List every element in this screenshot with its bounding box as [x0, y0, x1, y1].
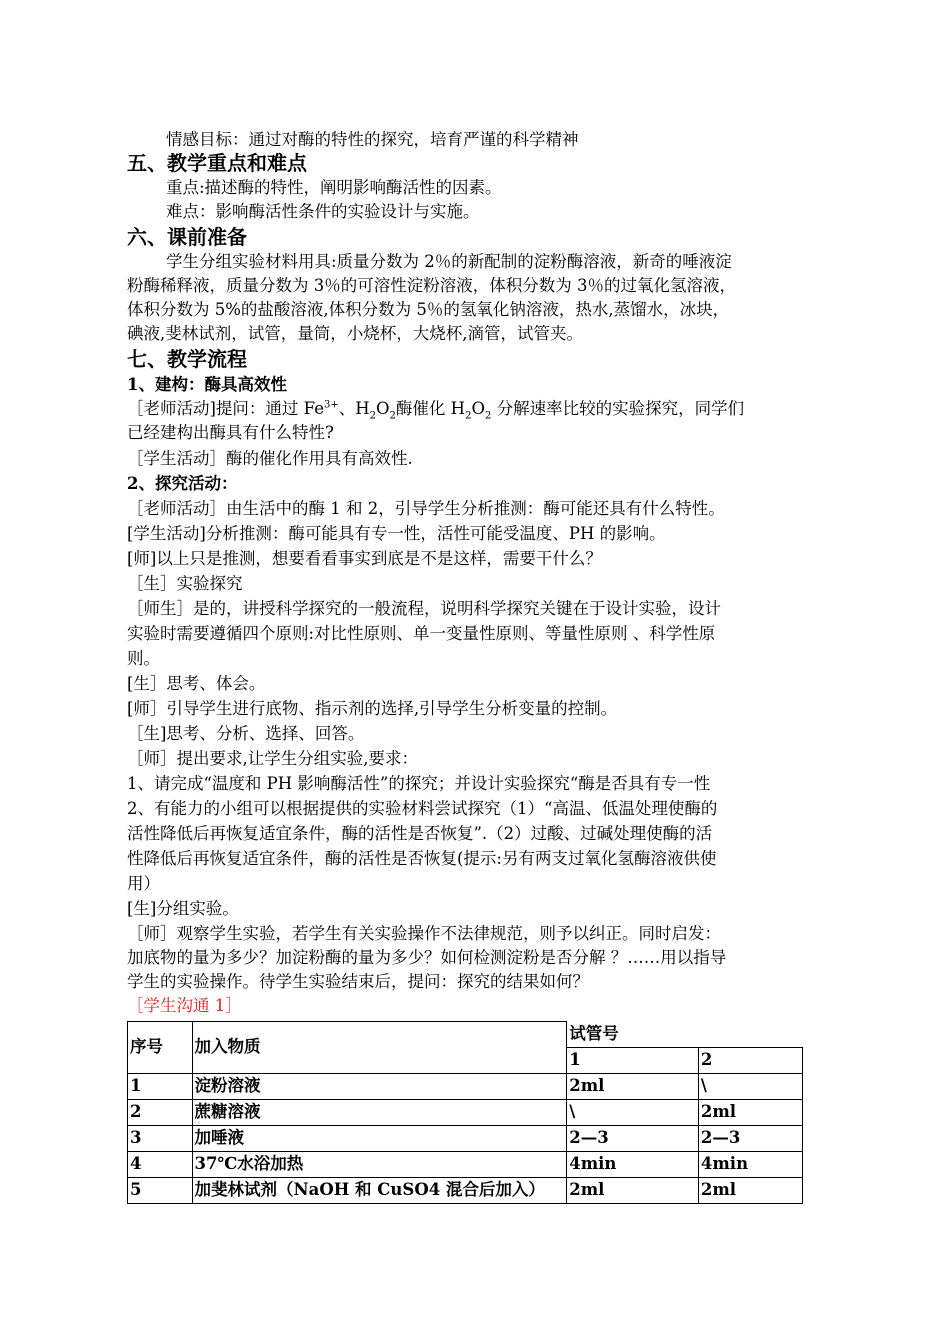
fe-superscript: 3+ — [324, 399, 339, 411]
text-line: [生］思考、体会。 — [127, 674, 266, 693]
formula-part: 酶催化 H — [395, 399, 466, 418]
table-header-row — [128, 1022, 803, 1048]
table-row — [128, 1099, 803, 1125]
subscript: 2 — [369, 410, 377, 422]
header-tube-2: 2 — [698, 1047, 802, 1073]
subscript: 2 — [389, 410, 396, 422]
text-line: [师］引导学生进行底物、指示剂的选择,引导学生分析变量的控制。 — [127, 699, 618, 718]
section-six-heading: 六、课前准备 — [127, 225, 247, 249]
text-line: 1、请完成“温度和 PH 影响酶活性”的探究；并设计实验探究“酶是否具有专一性 — [127, 774, 711, 793]
formula-part: 、H — [338, 399, 370, 418]
formula-part: O — [376, 399, 390, 418]
teacher-prefix: ［老师活动]提问：通过 Fe — [127, 399, 324, 418]
subsection-1-heading: 1、建构：酶具高效性 — [127, 375, 287, 394]
cell-substance: 37℃水浴加热 — [192, 1151, 567, 1177]
text-line: 学生的实验操作。待学生实验结束后，提问：探究的结果如何？ — [127, 972, 589, 991]
table-row — [128, 1073, 803, 1099]
cell-substance: 淀粉溶液 — [192, 1073, 567, 1099]
cell-tube-2: 4min — [698, 1151, 802, 1177]
cell-no: 2 — [128, 1099, 193, 1125]
cell-tube-2: 2—3 — [698, 1125, 802, 1151]
table-row — [128, 1151, 803, 1177]
formula-part: O — [471, 399, 485, 418]
text-line: [生]分组实验。 — [127, 899, 239, 918]
text-line: 用） — [127, 874, 160, 893]
text-line: 2、有能力的小组可以根据提供的实验材料尝试探究（1）“高温、低温处理使酶的 — [127, 799, 718, 818]
header-substance: 加入物质 — [192, 1022, 567, 1074]
cell-tube-2: 2ml — [698, 1099, 802, 1125]
text-line: ［师］提出要求,让学生分组实验,要求： — [127, 749, 418, 768]
cell-substance: 加斐林试剂（NaOH 和 CuSO4 混合后加入） — [192, 1177, 567, 1203]
materials-line-1: 学生分组实验材料用具:质量分数为 2％的新配制的淀粉酶溶液，新奇的唾液淀 — [166, 252, 732, 271]
text-line: [学生活动]分析推测：酶可能具有专一性，活性可能受温度、PH 的影响。 — [127, 524, 666, 543]
text-line: ［师］观察学生实验，若学生有关实验操作不法律规范，则予以纠正。同时启发： — [127, 924, 721, 943]
text-line: [师]以上只是推测，想要看看事实到底是不是这样，需要干什么？ — [127, 549, 602, 568]
cell-no: 4 — [128, 1151, 193, 1177]
cell-tube-2: 2ml — [698, 1177, 802, 1203]
header-no: 序号 — [128, 1022, 193, 1074]
text-line: 加底物的量为多少？加淀粉酶的量为多少？如何检测淀粉是否分解 ？……用以指导 — [127, 948, 727, 967]
header-tube-1: 1 — [567, 1047, 699, 1073]
text-line: ［生］实验探究 — [127, 574, 243, 593]
materials-line-3: 体积分数为 5%的盐酸溶液,体积分数为 5％的氢氧化钠溶液，热水,蒸馏水，冰块， — [127, 300, 730, 319]
affective-goal: 情感目标：通过对酶的特性的探究，培育严谨的科学精神 — [166, 130, 579, 149]
cell-tube-1: 2ml — [567, 1073, 699, 1099]
cell-no: 3 — [128, 1125, 193, 1151]
cell-tube-1: 2—3 — [567, 1125, 699, 1151]
cell-tube-2: \ — [698, 1073, 802, 1099]
materials-line-4: 碘液,斐林试剂，试管，量筒，小烧杯，大烧杯,滴管，试管夹。 — [127, 324, 583, 343]
cell-tube-1: 2ml — [567, 1177, 699, 1203]
cell-tube-1: \ — [567, 1099, 699, 1125]
subscript: 2 — [465, 410, 472, 422]
cell-substance: 加唾液 — [192, 1125, 567, 1151]
teacher-activity-question — [127, 397, 744, 421]
key-point: 重点:描述酶的特性，阐明影响酶活性的因素。 — [166, 178, 502, 197]
table-row — [128, 1177, 803, 1203]
text-line: ［老师活动］由生活中的酶 1 和 2，引导学生分析推测：酶可能还具有什么特性。 — [127, 499, 725, 518]
cell-no: 1 — [128, 1073, 193, 1099]
subscript: 2 — [484, 410, 492, 422]
cell-no: 5 — [128, 1177, 193, 1203]
teacher-suffix: 分解速率比较的实验探究，同学们 — [491, 399, 745, 418]
text-line: 已经建构出酶具有什么特性? — [127, 423, 334, 442]
section-seven-heading: 七、教学流程 — [127, 347, 247, 371]
text-line: 活性降低后再恢复适宜条件，酶的活性是否恢复”.（2）过酸、过碱处理使酶的活 — [127, 824, 713, 843]
subsection-2-heading: 2、探究活动： — [127, 474, 238, 493]
text-line: 性降低后再恢复适宜条件，酶的活性是否恢复(提示:另有两支过氧化氢酶溶液供使 — [127, 849, 717, 868]
cell-substance: 蔗糖溶液 — [192, 1099, 567, 1125]
difficult-point: 难点：影响酶活性条件的实验设计与实施。 — [166, 202, 480, 221]
header-tube: 试管号 — [567, 1022, 803, 1048]
experiment-table — [127, 1021, 803, 1204]
text-line: ［师生］是的，讲授科学探究的一般流程，说明科学探究关键在于设计实验，设计 — [127, 599, 721, 618]
section-five-heading: 五、教学重点和难点 — [127, 151, 307, 175]
student-communication-label: ［学生沟通 1］ — [127, 996, 242, 1015]
text-line: 则。 — [127, 649, 160, 668]
table-row — [128, 1125, 803, 1151]
text-line: 实验时需要遵循四个原则:对比性原则、单一变量性原则、等量性原则 、科学性原 — [127, 624, 716, 643]
materials-line-2: 粉酶稀释液，质量分数为 3％的可溶性淀粉溶液，体积分数为 3％的过氧化氢溶液， — [127, 276, 736, 295]
cell-tube-1: 4min — [567, 1151, 699, 1177]
text-line: ［学生活动］酶的催化作用具有高效性. — [127, 449, 413, 468]
text-line: ［生]思考、分析、选择、回答。 — [127, 724, 365, 743]
